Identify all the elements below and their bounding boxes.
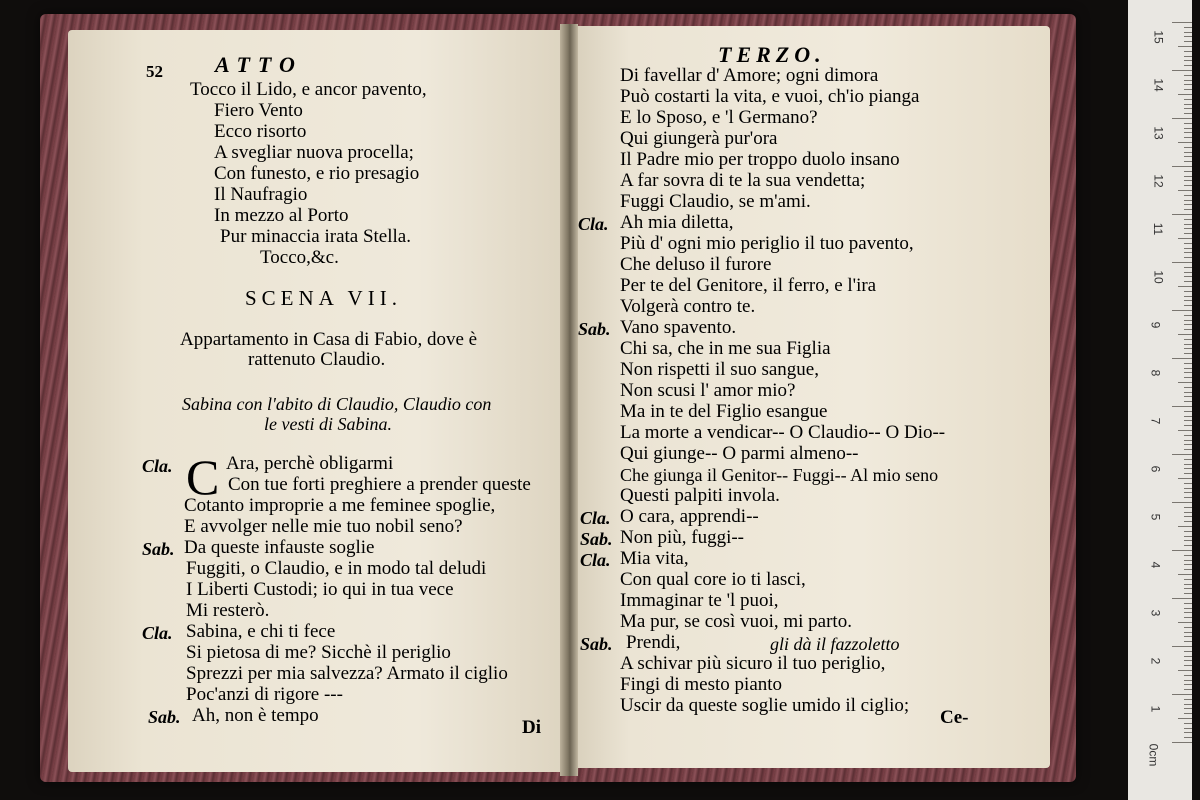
ruler-tick xyxy=(1184,204,1192,205)
ruler-tick xyxy=(1184,444,1192,445)
ruler-label: 10 xyxy=(1151,270,1166,284)
ruler-tick xyxy=(1184,300,1192,301)
ruler-label: 14 xyxy=(1151,78,1166,92)
ruler-tick xyxy=(1184,123,1192,124)
ruler-tick xyxy=(1184,276,1192,277)
ruler-label: 15 xyxy=(1151,30,1166,44)
ruler-tick xyxy=(1184,257,1192,258)
ruler-tick xyxy=(1184,641,1192,642)
setting-line: Appartamento in Casa di Fabio, dove è xyxy=(180,329,478,350)
speaker-label: Sab. xyxy=(580,529,613,549)
ruler-tick xyxy=(1184,555,1192,556)
measuring-ruler xyxy=(1128,0,1192,800)
ruler-tick xyxy=(1184,104,1192,105)
verse-line: In mezzo al Porto xyxy=(214,205,349,226)
dialogue-line: Può costarti la vita, e vuoi, ch'io pianga xyxy=(620,86,920,107)
dialogue-line: Fuggiti, o Claudio, e in modo tal deludi xyxy=(186,558,487,579)
ruler-tick xyxy=(1184,560,1192,561)
ruler-tick xyxy=(1184,588,1192,589)
ruler-tick xyxy=(1184,507,1192,508)
ruler-tick xyxy=(1184,248,1192,249)
ruler-tick xyxy=(1184,233,1192,234)
dialogue-line: Non più, fuggi-- xyxy=(620,527,745,548)
ruler-tick xyxy=(1184,536,1192,537)
ruler-tick xyxy=(1184,387,1192,388)
ruler-tick xyxy=(1184,32,1192,33)
setting-line: rattenuto Claudio. xyxy=(248,349,386,370)
ruler-tick xyxy=(1184,132,1192,133)
dialogue-line: Mia vita, xyxy=(620,548,689,569)
ruler-label: 9 xyxy=(1148,321,1163,329)
dialogue-line: I Liberti Custodi; io qui in tua vece xyxy=(186,579,454,600)
ruler-tick xyxy=(1184,209,1192,210)
dialogue-line: Sabina, e chi ti fece xyxy=(186,621,336,642)
ruler-tick xyxy=(1172,454,1192,455)
ruler-tick xyxy=(1184,228,1192,229)
ruler-tick xyxy=(1172,598,1192,599)
ruler-tick xyxy=(1184,617,1192,618)
ruler-tick xyxy=(1184,564,1192,565)
dialogue-line: A schivar più sicuro il tuo periglio, xyxy=(620,653,886,674)
dialogue-line: E lo Sposo, e 'l Germano? xyxy=(620,107,818,128)
ruler-tick xyxy=(1172,310,1192,311)
ruler-tick xyxy=(1184,272,1192,273)
ruler-tick xyxy=(1172,694,1192,695)
dialogue-line: Con tue forti preghiere a prender queste xyxy=(228,474,531,495)
ruler-tick xyxy=(1184,372,1192,373)
ruler-tick xyxy=(1178,430,1192,431)
ruler-tick xyxy=(1184,281,1192,282)
ruler-tick xyxy=(1184,200,1192,201)
ruler-tick xyxy=(1184,368,1192,369)
verse-line: Pur minaccia irata Stella. xyxy=(220,226,411,247)
verse-line: Con funesto, e rio presagio xyxy=(214,163,420,184)
dialogue-line: E avvolger nelle mie tuo nobil seno? xyxy=(184,516,463,537)
ruler-tick xyxy=(1184,612,1192,613)
verse-line: A svegliar nuova procella; xyxy=(214,142,414,163)
speaker-label: Cla. xyxy=(580,550,611,570)
dialogue-line: Vano spavento. xyxy=(620,317,737,338)
ruler-tick xyxy=(1184,545,1192,546)
ruler-unit-label: 0cm xyxy=(1146,743,1161,767)
ruler-tick xyxy=(1184,531,1192,532)
ruler-tick xyxy=(1184,401,1192,402)
ruler-tick xyxy=(1184,420,1192,421)
dialogue-line: Volgerà contro te. xyxy=(620,296,756,317)
ruler-label: 3 xyxy=(1148,609,1163,617)
ruler-tick xyxy=(1184,27,1192,28)
ruler-tick xyxy=(1184,324,1192,325)
ruler-tick xyxy=(1184,147,1192,148)
ruler-tick xyxy=(1178,94,1192,95)
ruler-tick xyxy=(1184,219,1192,220)
ruler-tick xyxy=(1184,512,1192,513)
ruler-tick xyxy=(1184,689,1192,690)
ruler-tick xyxy=(1184,344,1192,345)
dialogue-line: Il Padre mio per troppo duolo insano xyxy=(620,149,900,170)
ruler-tick xyxy=(1184,680,1192,681)
ruler-tick xyxy=(1184,392,1192,393)
verse-line: Ecco risorto xyxy=(214,121,307,142)
ruler-tick xyxy=(1184,315,1192,316)
ruler-tick xyxy=(1184,353,1192,354)
dialogue-line: Qui giungerà pur'ora xyxy=(620,128,778,149)
ruler-tick xyxy=(1184,80,1192,81)
ruler-tick xyxy=(1184,75,1192,76)
page-number: 52 xyxy=(146,62,163,81)
ruler-tick xyxy=(1184,56,1192,57)
ruler-tick xyxy=(1184,171,1192,172)
dialogue-line: Che deluso il furore xyxy=(620,254,772,275)
ruler-tick xyxy=(1184,593,1192,594)
ruler-tick xyxy=(1184,348,1192,349)
ruler-tick xyxy=(1184,704,1192,705)
dialogue-line: Si pietosa di me? Sicchè il periglio xyxy=(186,642,451,663)
ruler-tick xyxy=(1172,214,1192,215)
ruler-tick xyxy=(1184,660,1192,661)
ruler-tick xyxy=(1184,305,1192,306)
ruler-tick xyxy=(1184,291,1192,292)
ruler-tick xyxy=(1184,128,1192,129)
ruler-tick xyxy=(1184,252,1192,253)
ruler-tick xyxy=(1184,320,1192,321)
ruler-tick xyxy=(1184,416,1192,417)
ruler-tick xyxy=(1184,329,1192,330)
ruler-tick xyxy=(1178,286,1192,287)
ruler-tick xyxy=(1184,713,1192,714)
ruler-tick xyxy=(1172,550,1192,551)
ruler-tick xyxy=(1172,502,1192,503)
ruler-tick xyxy=(1184,569,1192,570)
speaker-label: Sab. xyxy=(148,707,181,727)
verse-line: Fiero Vento xyxy=(214,100,303,121)
ruler-label: 12 xyxy=(1151,174,1166,188)
ruler-tick xyxy=(1184,737,1192,738)
ruler-tick xyxy=(1172,742,1192,743)
dialogue-line: Più d' ogni mio periglio il tuo pavento, xyxy=(620,233,914,254)
ruler-tick xyxy=(1184,540,1192,541)
ruler-tick xyxy=(1184,473,1192,474)
ruler-tick xyxy=(1184,89,1192,90)
stage-direction: le vesti di Sabina. xyxy=(264,414,392,434)
ruler-tick xyxy=(1184,363,1192,364)
speaker-label: Cla. xyxy=(142,623,173,643)
ruler-tick xyxy=(1184,497,1192,498)
ruler-tick xyxy=(1184,180,1192,181)
dialogue-line: Con qual core io ti lasci, xyxy=(620,569,806,590)
ruler-tick xyxy=(1184,516,1192,517)
ruler-tick xyxy=(1184,665,1192,666)
ruler-label: 1 xyxy=(1148,705,1163,713)
ruler-tick xyxy=(1178,526,1192,527)
inline-stage-direction: gli dà il fazzoletto xyxy=(770,634,900,654)
verse-line: Tocco il Lido, e ancor pavento, xyxy=(190,79,427,100)
ruler-label: 13 xyxy=(1151,126,1166,140)
ruler-tick xyxy=(1184,488,1192,489)
ruler-tick xyxy=(1178,670,1192,671)
ruler-tick xyxy=(1184,632,1192,633)
ruler-tick xyxy=(1184,84,1192,85)
ruler-tick xyxy=(1184,425,1192,426)
dialogue-line: Di favellar d' Amore; ogni dimora xyxy=(620,65,879,86)
dialogue-line: Qui giunge-- O parmi almeno-- xyxy=(620,443,859,464)
ruler-tick xyxy=(1184,651,1192,652)
ruler-tick xyxy=(1184,492,1192,493)
dialogue-line: Ah mia diletta, xyxy=(620,212,734,233)
ruler-tick xyxy=(1184,339,1192,340)
ruler-tick xyxy=(1184,296,1192,297)
ruler-tick xyxy=(1184,728,1192,729)
ruler-tick xyxy=(1172,22,1192,23)
drop-capital: C xyxy=(186,449,220,505)
speaker-label: Sab. xyxy=(142,539,175,559)
ruler-tick xyxy=(1184,161,1192,162)
ruler-tick xyxy=(1184,656,1192,657)
catchword-left: Di xyxy=(522,717,541,738)
ruler-tick xyxy=(1184,464,1192,465)
ruler-tick xyxy=(1184,396,1192,397)
dialogue-line: Da queste infauste soglie xyxy=(184,537,375,558)
ruler-tick xyxy=(1184,267,1192,268)
ruler-tick xyxy=(1184,627,1192,628)
ruler-tick xyxy=(1184,60,1192,61)
dialogue-line: Questi palpiti invola. xyxy=(620,485,780,506)
ruler-label: 4 xyxy=(1148,561,1163,569)
ruler-tick xyxy=(1184,684,1192,685)
ruler-tick xyxy=(1184,243,1192,244)
speaker-label: Cla. xyxy=(142,456,173,476)
dialogue-line: Uscir da queste soglie umido il ciglio; xyxy=(620,695,910,716)
ruler-tick xyxy=(1178,46,1192,47)
ruler-tick xyxy=(1184,459,1192,460)
dialogue-line: La morte a vendicar-- O Claudio-- O Dio-- xyxy=(620,422,946,443)
ruler-tick xyxy=(1172,118,1192,119)
ruler-tick xyxy=(1184,65,1192,66)
dialogue-line: Che giunga il Genitor-- Fuggi-- Al mio seno xyxy=(620,465,939,485)
ruler-tick xyxy=(1184,675,1192,676)
dialogue-line: Ara, perchè obligarmi xyxy=(226,453,394,474)
ruler-label: 7 xyxy=(1148,417,1163,425)
ruler-tick xyxy=(1178,718,1192,719)
ruler-tick xyxy=(1172,646,1192,647)
ruler-tick xyxy=(1178,478,1192,479)
ruler-tick xyxy=(1184,377,1192,378)
dialogue-line: Sprezzi per mia salvezza? Armato il ciglio xyxy=(186,663,508,684)
ruler-tick xyxy=(1184,152,1192,153)
speaker-label: Cla. xyxy=(580,508,611,528)
dialogue-line: Fuggi Claudio, se m'ami. xyxy=(620,191,811,212)
ruler-tick xyxy=(1184,411,1192,412)
ruler-tick xyxy=(1184,699,1192,700)
ruler-tick xyxy=(1184,579,1192,580)
ruler-tick xyxy=(1172,166,1192,167)
dialogue-line: Cotanto improprie a me feminee spoglie, xyxy=(184,495,496,516)
verse-line: Il Naufragio xyxy=(214,184,308,205)
ruler-tick xyxy=(1184,440,1192,441)
ruler-tick xyxy=(1184,521,1192,522)
ruler-tick xyxy=(1178,622,1192,623)
dialogue-line: Chi sa, che in me sua Figlia xyxy=(620,338,831,359)
dialogue-line: Per te del Genitore, il ferro, e l'ira xyxy=(620,275,877,296)
dialogue-line: Ma pur, se così vuoi, mi parto. xyxy=(620,611,852,632)
ruler-tick xyxy=(1172,262,1192,263)
speaker-label: Sab. xyxy=(580,634,613,654)
dialogue-line: Non rispetti il suo sangue, xyxy=(620,359,819,380)
ruler-tick xyxy=(1184,603,1192,604)
ruler-tick xyxy=(1184,723,1192,724)
ruler-tick xyxy=(1184,468,1192,469)
speaker-label: Cla. xyxy=(578,214,609,234)
stage-direction: Sabina con l'abito di Claudio, Claudio con xyxy=(182,394,492,414)
ruler-tick xyxy=(1172,70,1192,71)
ruler-label: 2 xyxy=(1148,657,1163,665)
dialogue-line: O cara, apprendi-- xyxy=(620,506,759,527)
dialogue-line: Poc'anzi di rigore --- xyxy=(186,684,343,705)
dialogue-line: Immaginar te 'l puoi, xyxy=(620,590,779,611)
running-head-left: ATTO xyxy=(215,52,303,77)
ruler-tick xyxy=(1178,238,1192,239)
ruler-label: 11 xyxy=(1151,222,1166,236)
ruler-tick xyxy=(1184,636,1192,637)
ruler-tick xyxy=(1184,41,1192,42)
ruler-tick xyxy=(1178,190,1192,191)
ruler-tick xyxy=(1178,334,1192,335)
ruler-tick xyxy=(1184,113,1192,114)
ruler-tick xyxy=(1178,142,1192,143)
ruler-tick xyxy=(1184,99,1192,100)
dialogue-line: Ma in te del Figlio esangue xyxy=(620,401,828,422)
ruler-tick xyxy=(1184,732,1192,733)
dialogue-line: Ah, non è tempo xyxy=(192,705,319,726)
ruler-tick xyxy=(1184,224,1192,225)
ruler-tick xyxy=(1184,584,1192,585)
dialogue-line: Fingi di mesto pianto xyxy=(620,674,783,695)
ruler-tick xyxy=(1184,435,1192,436)
dialogue-line: Prendi, xyxy=(626,632,681,653)
ruler-tick xyxy=(1184,483,1192,484)
ruler-tick xyxy=(1184,195,1192,196)
ruler-tick xyxy=(1178,574,1192,575)
dialogue-line: Non scusi l' amor mio? xyxy=(620,380,796,401)
ruler-label: 5 xyxy=(1148,513,1163,521)
ruler-label: 6 xyxy=(1148,465,1163,473)
ruler-tick xyxy=(1184,108,1192,109)
book-gutter xyxy=(560,24,578,776)
ruler-tick xyxy=(1184,185,1192,186)
ruler-tick xyxy=(1172,406,1192,407)
ruler-tick xyxy=(1184,708,1192,709)
ruler-label: 8 xyxy=(1148,369,1163,377)
dialogue-line: Mi resterò. xyxy=(186,600,270,621)
running-head-right: TERZO. xyxy=(718,42,826,67)
ruler-tick xyxy=(1184,449,1192,450)
ruler-tick xyxy=(1184,51,1192,52)
ruler-tick xyxy=(1184,608,1192,609)
scene-title: SCENA VII. xyxy=(245,286,402,310)
catchword-right: Ce- xyxy=(940,707,969,728)
ruler-tick xyxy=(1184,137,1192,138)
speaker-label: Sab. xyxy=(578,319,611,339)
ruler-tick xyxy=(1178,382,1192,383)
verse-line: Tocco,&c. xyxy=(260,247,339,268)
ruler-tick xyxy=(1184,36,1192,37)
ruler-tick xyxy=(1184,176,1192,177)
ruler-tick xyxy=(1184,156,1192,157)
dialogue-line: A far sovra di te la sua vendetta; xyxy=(620,170,866,191)
ruler-tick xyxy=(1172,358,1192,359)
